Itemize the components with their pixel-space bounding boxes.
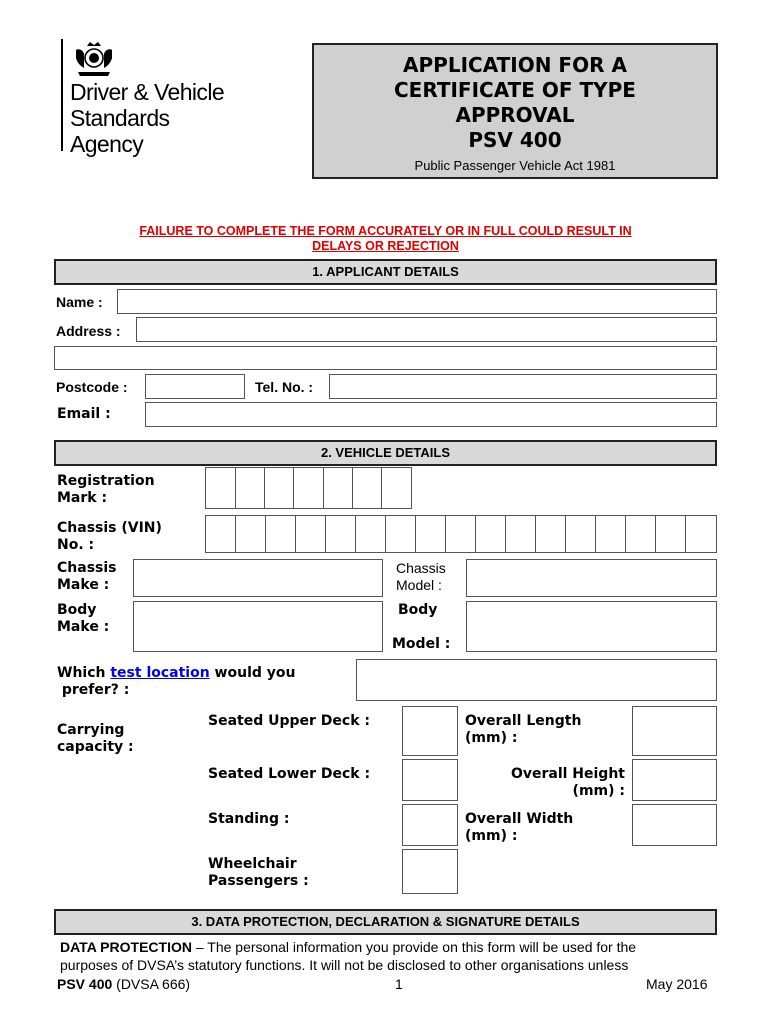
seated-upper-deck-label: Seated Upper Deck : bbox=[208, 713, 370, 729]
wheelchair-passengers-label: Wheelchair Passengers : bbox=[208, 856, 309, 889]
standing-label: Standing : bbox=[208, 811, 290, 827]
standing-input[interactable] bbox=[402, 804, 458, 846]
vin-cell[interactable] bbox=[656, 515, 686, 553]
chassis-make-label: Chassis Make : bbox=[57, 560, 117, 593]
vin-cell[interactable] bbox=[446, 515, 476, 553]
warning-notice bbox=[54, 224, 717, 254]
warning-line2: DELAYS OR REJECTION bbox=[312, 239, 459, 253]
vin-cell[interactable] bbox=[206, 515, 236, 553]
data-protection-text2: purposes of DVSA’s statutory functions. It will not be disclosed to other organisations unless bbox=[60, 957, 629, 973]
logo-text-line2: Standards bbox=[70, 105, 170, 131]
vin-cell[interactable] bbox=[536, 515, 566, 553]
footer-page-number: 1 bbox=[395, 976, 403, 992]
body-make-label: Body Make : bbox=[57, 602, 110, 635]
seated-upper-deck-input[interactable] bbox=[402, 706, 458, 756]
data-protection-paragraph bbox=[60, 938, 720, 974]
data-protection-line1 bbox=[60, 938, 720, 956]
test-location-suffix: would you bbox=[209, 665, 296, 681]
vin-cell[interactable] bbox=[566, 515, 596, 553]
section-header-data-protection: 3. DATA PROTECTION, DECLARATION & SIGNATURE DETAILS bbox=[54, 909, 717, 935]
chassis-model-input[interactable] bbox=[466, 559, 717, 597]
registration-cell[interactable] bbox=[294, 467, 324, 509]
vin-cell[interactable] bbox=[296, 515, 326, 553]
data-protection-text1: – The personal information you provide on this form will be used for the bbox=[191, 939, 637, 955]
vin-cell[interactable] bbox=[626, 515, 656, 553]
overall-length-input[interactable] bbox=[632, 706, 717, 756]
title-subtitle: Public Passenger Vehicle Act 1981 bbox=[414, 158, 616, 173]
royal-crest-icon bbox=[70, 38, 118, 78]
address-label: Address : bbox=[56, 323, 121, 339]
data-protection-heading: DATA PROTECTION bbox=[60, 939, 192, 955]
footer-form-ref: (DVSA 666) bbox=[112, 976, 191, 992]
registration-cell[interactable] bbox=[382, 467, 412, 509]
chassis-vin-cells[interactable] bbox=[205, 515, 717, 553]
title-line2: CERTIFICATE OF TYPE bbox=[394, 78, 636, 102]
test-location-prefix: Which bbox=[57, 665, 111, 681]
email-label: Email : bbox=[57, 406, 111, 422]
tel-label: Tel. No. : bbox=[255, 379, 314, 395]
seated-lower-deck-input[interactable] bbox=[402, 759, 458, 801]
overall-length-label: Overall Length (mm) : bbox=[465, 713, 582, 746]
test-location-input[interactable] bbox=[356, 659, 717, 701]
chassis-make-input[interactable] bbox=[133, 559, 383, 597]
registration-cell[interactable] bbox=[236, 467, 265, 509]
vin-cell[interactable] bbox=[386, 515, 416, 553]
name-label: Name : bbox=[56, 294, 103, 310]
warning-line1: FAILURE TO COMPLETE THE FORM ACCURATELY OR IN FULL COULD RESULT IN bbox=[139, 224, 632, 238]
overall-width-input[interactable] bbox=[632, 804, 717, 846]
body-model-input[interactable] bbox=[466, 601, 717, 652]
overall-height-label: Overall Height (mm) : bbox=[510, 766, 625, 799]
vin-cell[interactable] bbox=[266, 515, 296, 553]
title-box bbox=[312, 43, 718, 179]
footer-date: May 2016 bbox=[646, 976, 708, 992]
registration-mark-cells[interactable] bbox=[205, 467, 412, 509]
overall-height-input[interactable] bbox=[632, 759, 717, 801]
test-location-prefer-label: prefer? : bbox=[57, 682, 130, 698]
vin-cell[interactable] bbox=[596, 515, 626, 553]
footer-form-id bbox=[57, 976, 190, 993]
address-input-line2[interactable] bbox=[54, 346, 717, 370]
logo-rule bbox=[61, 39, 63, 151]
logo-text-line1: Driver & Vehicle bbox=[70, 79, 225, 105]
chassis-vin-label: Chassis (VIN) No. : bbox=[57, 520, 162, 553]
postcode-input[interactable] bbox=[145, 374, 245, 399]
chassis-model-label: Chassis Model : bbox=[396, 560, 446, 593]
vin-cell[interactable] bbox=[506, 515, 536, 553]
registration-cell[interactable] bbox=[265, 467, 294, 509]
title-line3: APPROVAL bbox=[455, 103, 575, 127]
carrying-capacity-label: Carrying capacity : bbox=[57, 722, 134, 755]
address-input-line1[interactable] bbox=[136, 317, 717, 342]
postcode-label: Postcode : bbox=[56, 379, 128, 395]
tel-input[interactable] bbox=[329, 374, 717, 399]
registration-cell[interactable] bbox=[206, 467, 236, 509]
wheelchair-passengers-input[interactable] bbox=[402, 849, 458, 894]
vin-cell[interactable] bbox=[416, 515, 446, 553]
vin-cell[interactable] bbox=[326, 515, 356, 553]
vin-cell[interactable] bbox=[686, 515, 717, 553]
body-model-label-bottom: Model : bbox=[392, 636, 451, 652]
seated-lower-deck-label: Seated Lower Deck : bbox=[208, 766, 371, 782]
overall-width-label: Overall Width (mm) : bbox=[465, 811, 574, 844]
footer-form-code: PSV 400 bbox=[57, 976, 113, 992]
logo-text-line3: Agency bbox=[70, 131, 144, 157]
body-model-label-top: Body bbox=[398, 602, 438, 618]
vin-cell[interactable] bbox=[476, 515, 506, 553]
section-header-vehicle-details: 2. VEHICLE DETAILS bbox=[54, 440, 717, 466]
email-input[interactable] bbox=[145, 402, 717, 427]
registration-cell[interactable] bbox=[353, 467, 382, 509]
title-form-code: PSV 400 bbox=[468, 128, 562, 152]
test-location-link[interactable]: test location bbox=[110, 665, 210, 681]
vin-cell[interactable] bbox=[356, 515, 386, 553]
section-header-applicant-details: 1. APPLICANT DETAILS bbox=[54, 259, 717, 285]
vin-cell[interactable] bbox=[236, 515, 266, 553]
title-line1: APPLICATION FOR A bbox=[403, 53, 627, 77]
name-input[interactable] bbox=[117, 289, 717, 314]
body-make-input[interactable] bbox=[133, 601, 383, 652]
test-location-question bbox=[57, 665, 296, 682]
registration-cell[interactable] bbox=[324, 467, 353, 509]
registration-mark-label: Registration Mark : bbox=[57, 473, 155, 506]
